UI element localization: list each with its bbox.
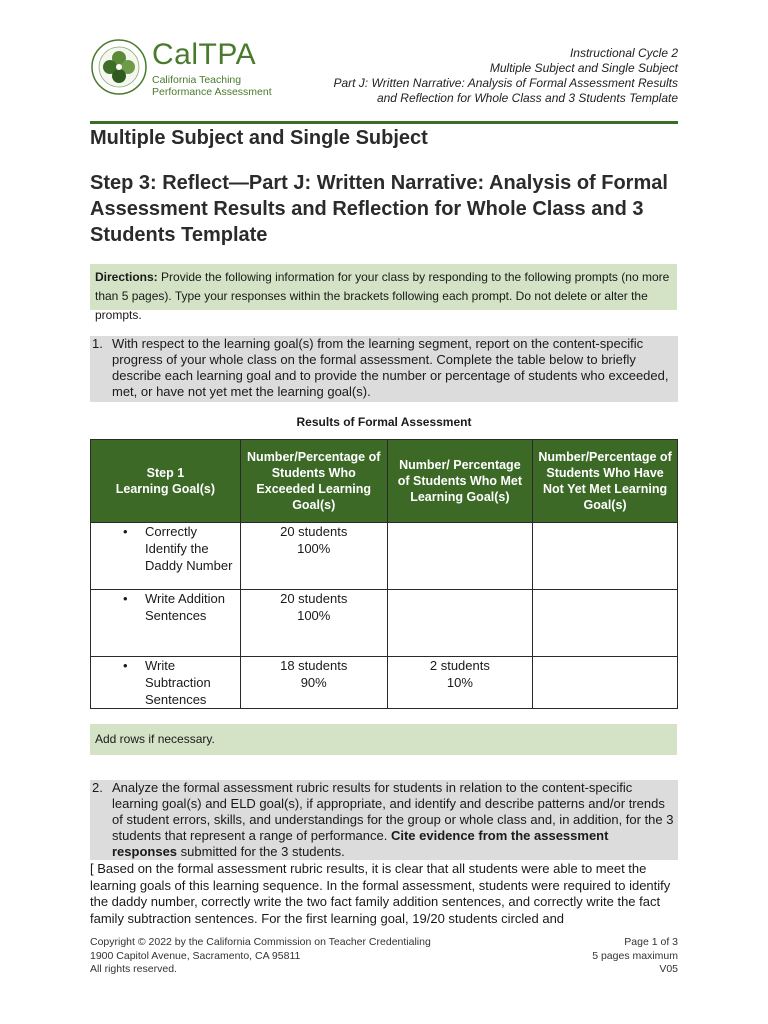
exceeded-count: 20 students bbox=[280, 524, 348, 539]
footer-page: Page 1 of 3 bbox=[624, 936, 678, 948]
met-pct: 10% bbox=[446, 675, 473, 690]
prompt-1 bbox=[90, 336, 678, 402]
header-line-4: and Reflection for Whole Class and 3 Students Template bbox=[376, 91, 678, 105]
prompt-2-body bbox=[112, 780, 678, 860]
exceeded-count: 20 students bbox=[280, 591, 348, 606]
prompt-1-number: 1. bbox=[92, 336, 103, 351]
exceeded-cell bbox=[240, 523, 387, 590]
table-header-row bbox=[91, 440, 678, 523]
header-step: Step 1 bbox=[146, 466, 185, 480]
goal-text: Write Addition Sentences bbox=[145, 591, 225, 623]
page-header bbox=[90, 34, 678, 120]
goal-text: Correctly Identify the Daddy Number bbox=[145, 524, 233, 573]
logo-wordmark: CalTPA bbox=[152, 38, 257, 71]
exceeded-cell bbox=[240, 657, 387, 709]
footer-rights: All rights reserved. bbox=[90, 963, 177, 975]
directions-box bbox=[90, 264, 677, 322]
caltpa-logo bbox=[90, 36, 280, 100]
header-line-1: Instructional Cycle 2 bbox=[569, 46, 678, 60]
not-met-cell bbox=[533, 590, 678, 657]
met-cell bbox=[387, 657, 532, 709]
met-cell bbox=[387, 590, 532, 657]
goal-cell: • Write Subtraction Sentences bbox=[91, 657, 241, 709]
header-goal-label: Learning Goal(s) bbox=[115, 482, 216, 496]
header-exceeded: Number/Percentage of Students Who Exceeded Learning Goal(s) bbox=[240, 440, 387, 523]
prompt-2-bold: Cite evidence from the assessment responses bbox=[112, 828, 609, 859]
footer-left bbox=[90, 936, 431, 977]
header-learning-goal bbox=[91, 440, 241, 523]
page-subtitle: Step 3: Reflect—Part J: Written Narrative: Analysis of Formal Assessment Results and Reflection for Whole Class and 3 Students Template bbox=[90, 172, 668, 246]
exceeded-pct: 90% bbox=[300, 675, 327, 690]
prompt-2-number: 2. bbox=[92, 780, 103, 795]
prompt-1-text: With respect to the learning goal(s) from the learning segment, report on the content-specific progress of your whole class on the formal assessment. Complete the table below to briefly describe each learning goal and to provide the number or percentage of students who exceeded, met, or have not yet met the learning goal(s). bbox=[112, 336, 669, 399]
footer-right bbox=[592, 936, 678, 977]
caltpa-logo-icon bbox=[90, 36, 148, 98]
prompt-2-tail: submitted for the 3 students. bbox=[180, 844, 345, 859]
prompt-2-text: Analyze the formal assessment rubric results for students in relation to the content-specific learning goal(s) and ELD goal(s), if appropriate, and identify and describe patterns and/or trends of student errors, skills, and understandings for the group or whole class and, in addition, for the 3 students that represent a range of performance. bbox=[112, 780, 674, 843]
header-not-met: Number/Percentage of Students Who Have Not Yet Met Learning Goal(s) bbox=[533, 440, 678, 523]
table-title: Results of Formal Assessment bbox=[296, 415, 472, 429]
met-count: 2 students bbox=[429, 658, 490, 673]
logo-subtitle bbox=[152, 74, 282, 98]
header-info bbox=[333, 46, 678, 106]
goal-cell: • Correctly Identify the Daddy Number bbox=[91, 523, 241, 590]
goal-text: Write Subtraction Sentences bbox=[145, 658, 211, 707]
table-row bbox=[91, 523, 678, 590]
footer-copyright: Copyright © 2022 by the California Commission on Teacher Credentialing bbox=[90, 936, 431, 948]
met-cell bbox=[387, 523, 532, 590]
prompt-2 bbox=[90, 780, 678, 860]
header-divider bbox=[90, 121, 678, 124]
add-rows-note: Add rows if necessary. bbox=[90, 724, 677, 755]
results-table bbox=[90, 439, 678, 709]
directions-label: Directions: bbox=[95, 270, 158, 284]
exceeded-cell bbox=[240, 590, 387, 657]
header-line-3: Part J: Written Narrative: Analysis of Formal Assessment Results bbox=[333, 76, 678, 90]
logo-subtitle-line2: Performance Assessment bbox=[152, 86, 272, 98]
footer-address: 1900 Capitol Avenue, Sacramento, CA 95811 bbox=[90, 949, 301, 962]
goal-cell: • Write Addition Sentences bbox=[91, 590, 241, 657]
logo-subtitle-line1: California Teaching bbox=[152, 74, 242, 86]
footer-version: V05 bbox=[659, 963, 678, 975]
not-met-cell bbox=[533, 657, 678, 709]
not-met-cell bbox=[533, 523, 678, 590]
exceeded-pct: 100% bbox=[297, 541, 331, 556]
header-line-2: Multiple Subject and Single Subject bbox=[489, 61, 678, 75]
footer-limit: 5 pages maximum bbox=[592, 949, 678, 962]
header-met: Number/ Percentage of Students Who Met Learning Goal(s) bbox=[387, 440, 532, 523]
directions-text: Provide the following information for your class by responding to the following prompts (no more than 5 pages). Type your responses within the brackets following each prompt. Do not delete or alter the prompts. bbox=[95, 270, 670, 322]
table-row bbox=[91, 590, 678, 657]
exceeded-pct: 100% bbox=[297, 608, 331, 623]
response-text: [ Based on the formal assessment rubric results, it is clear that all students were able to meet the learning goals of this learning sequence. In the formal assessment, students were required to identify the daddy number, correctly write the two fact family addition sentences, and correctly write the fact family subtraction sentences. For the first learning goal, 19/20 students circled and bbox=[90, 861, 671, 926]
exceeded-count: 18 students bbox=[280, 658, 348, 673]
table-row bbox=[91, 657, 678, 709]
page-title: Multiple Subject and Single Subject bbox=[90, 127, 428, 149]
